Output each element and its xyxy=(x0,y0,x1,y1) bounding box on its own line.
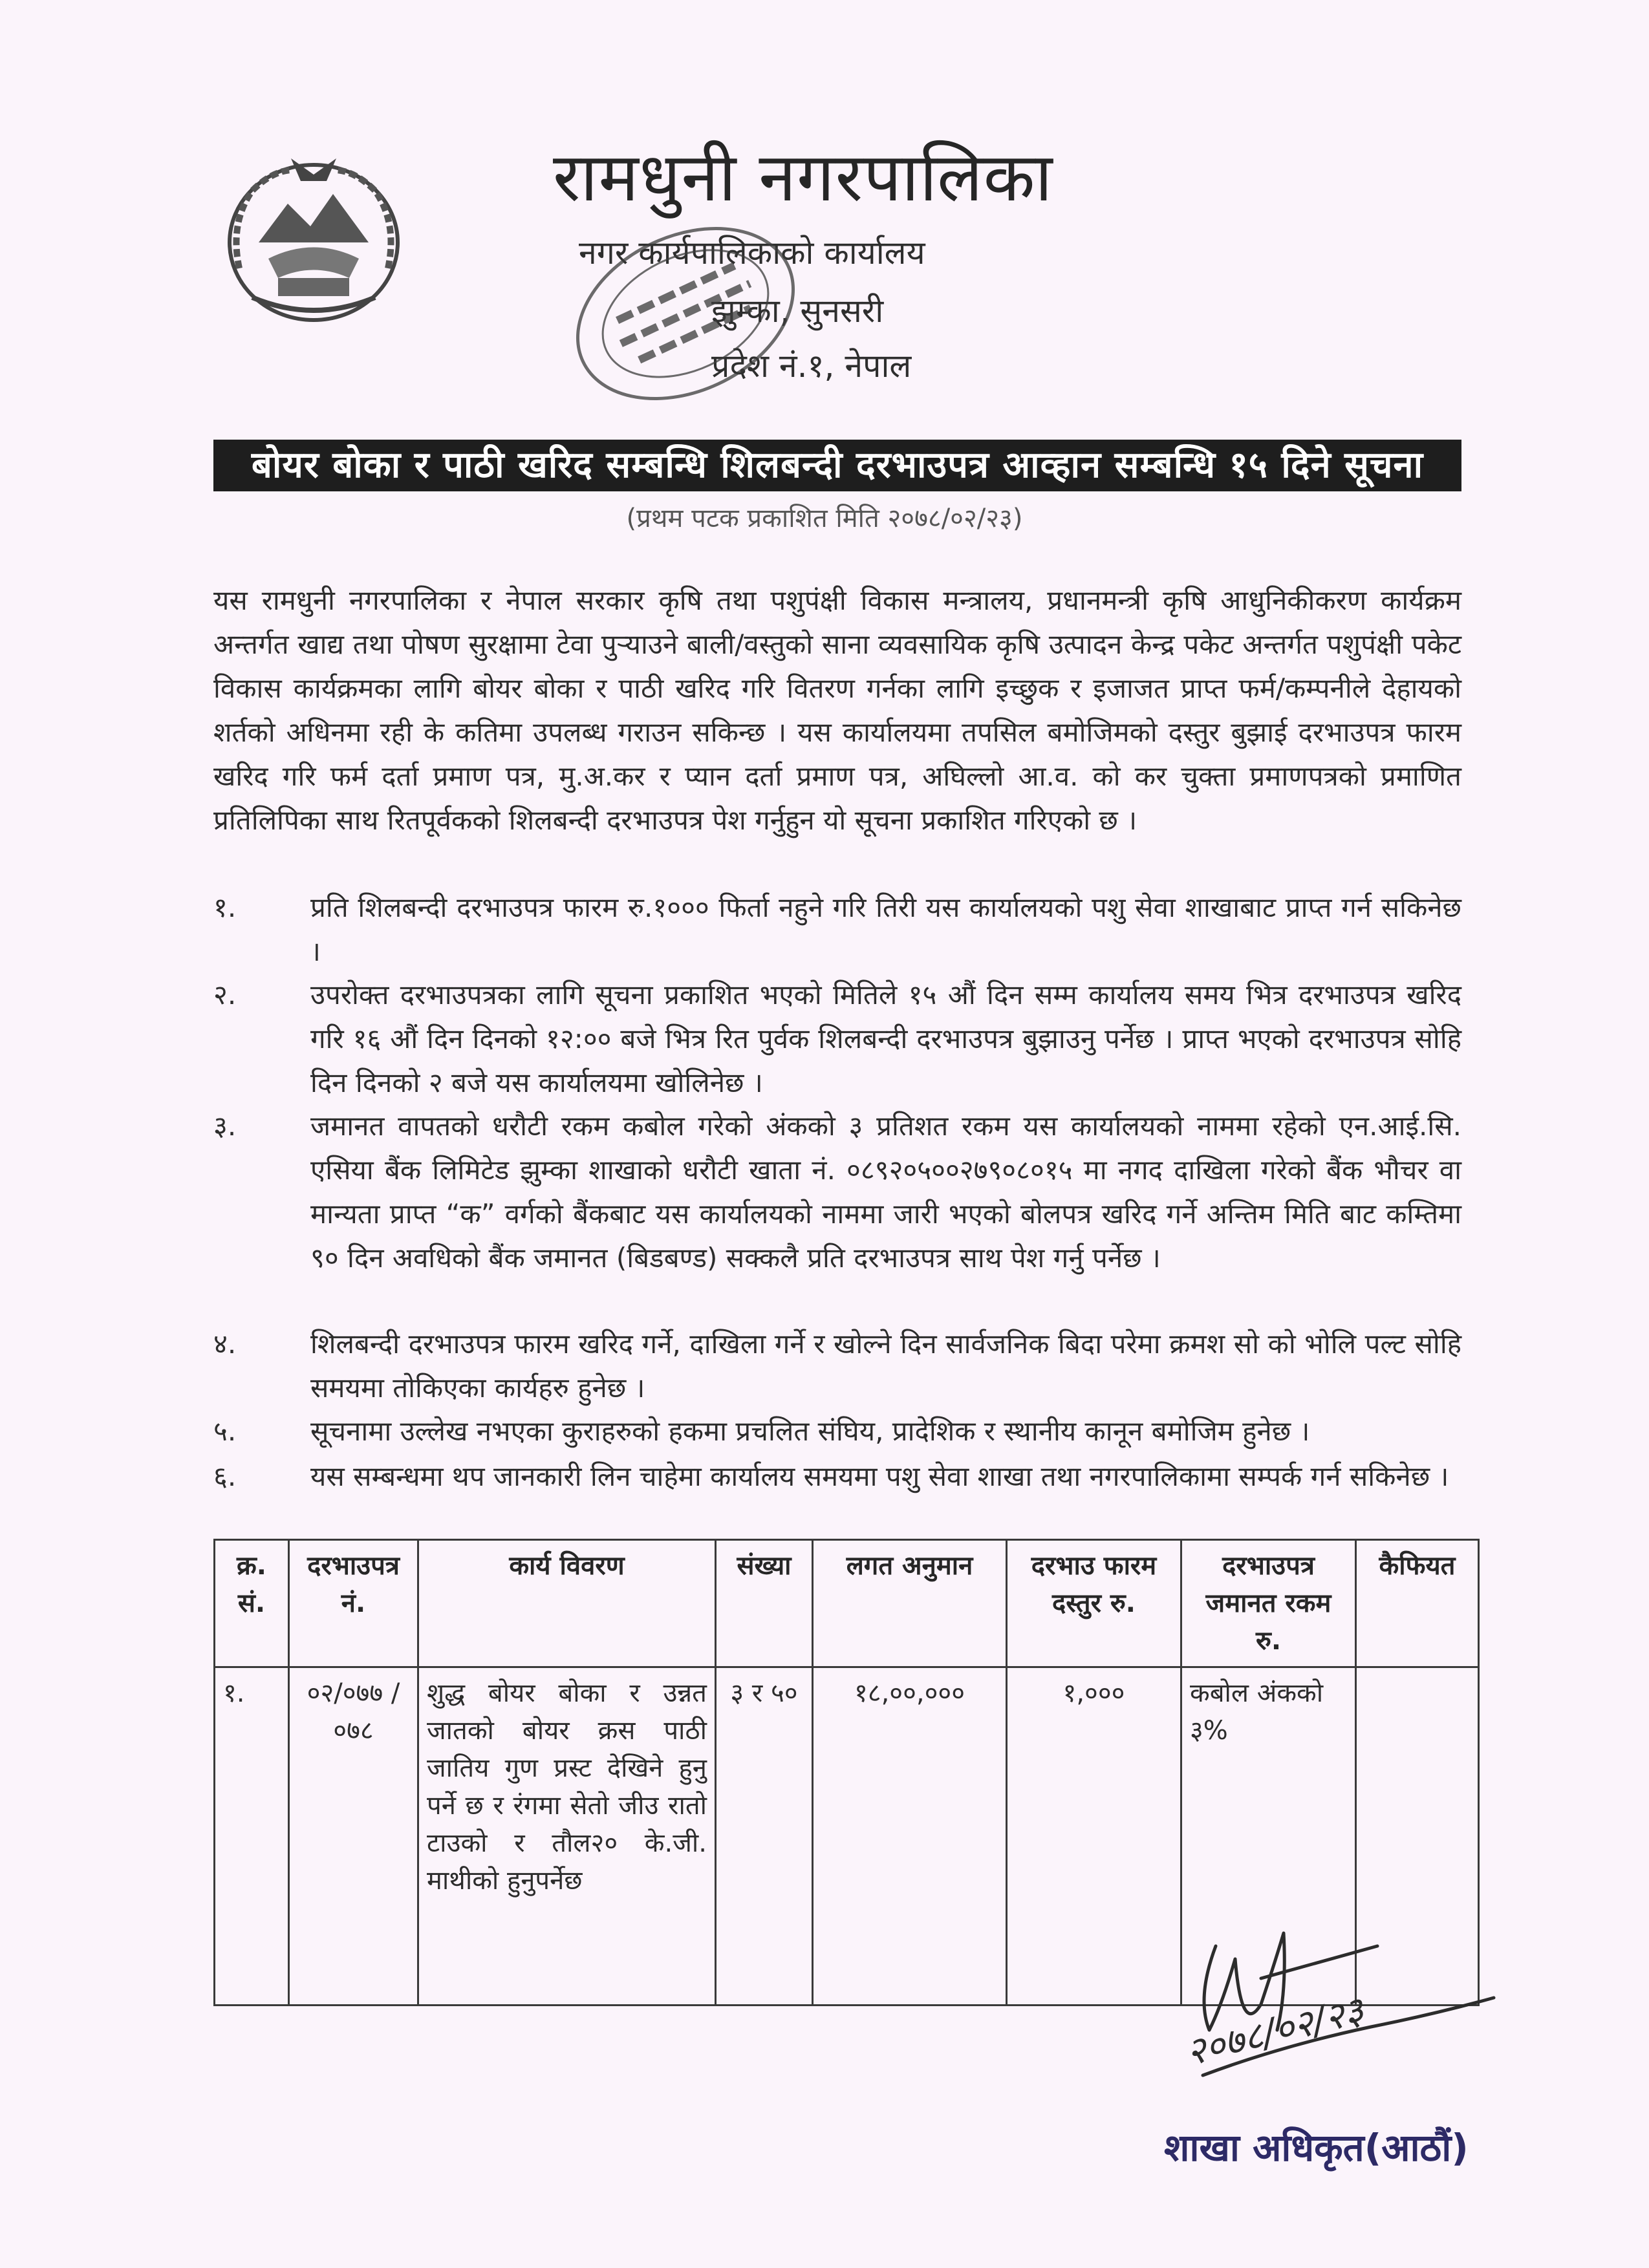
condition-item xyxy=(213,1409,1461,1453)
column-header: कैफियत xyxy=(1356,1540,1479,1667)
condition-item xyxy=(213,973,1461,1105)
condition-number: ६. xyxy=(213,1460,237,1492)
condition-text: यस सम्बन्धमा थप जानकारी लिन चाहेमा कार्यालय समयमा पशु सेवा शाखा तथा नगरपालिकामा सम्पर्क गर्न सकिनेछ । xyxy=(310,1460,1449,1492)
handwritten-signature xyxy=(1164,1907,1526,2140)
office-district: झुम्का, सुनसरी xyxy=(711,292,884,330)
cell-bid-number: ०२/०७७ /०७८ xyxy=(289,1667,418,2006)
column-header: क्र. सं. xyxy=(215,1540,289,1667)
nepal-emblem-icon xyxy=(213,145,414,333)
column-header: दरभाउपत्र नं. xyxy=(289,1540,418,1667)
column-header: दरभाउ फारम दस्तुर रु. xyxy=(1007,1540,1181,1667)
condition-item xyxy=(213,1455,1461,1499)
condition-number: ३. xyxy=(213,1110,237,1142)
office-province: प्रदेश नं.१, नेपाल xyxy=(711,347,912,385)
officer-title: शाखा अधिकृत(आठौं) xyxy=(1164,2126,1469,2170)
office-stamp-icon xyxy=(550,213,821,414)
condition-number: १. xyxy=(213,892,237,923)
condition-item xyxy=(213,1322,1461,1410)
cell-cost-estimate: १८,००,००० xyxy=(813,1667,1007,2006)
condition-text: प्रति शिलबन्दी दरभाउपत्र फारम रु.१००० फिर्ता नहुने गरि तिरी यस कार्यालयको पशु सेवा शाखाबाट प्राप्त गर्न सकिनेछ । xyxy=(310,892,1461,967)
condition-text: उपरोक्त दरभाउपत्रका लागि सूचना प्रकाशित भएको मितिले १५ औं दिन सम्म कार्यालय समय भित्र दरभाउपत्र खरिद गरि १६ औं दिन दिनको १२:०० बजे भित्र रित पुर्वक शिलबन्दी दरभाउपत्र बुझाउनु पर्नेछ । प्राप्त भएको दरभाउपत्र सोहि दिन दिनको २ बजे यस कार्यालयमा खोलिनेछ । xyxy=(310,979,1461,1098)
municipality-title: रामधुनी नगरपालिका xyxy=(553,138,1053,217)
condition-number: ४. xyxy=(213,1328,237,1360)
condition-item xyxy=(213,886,1461,974)
cell-quantity: ३ र ५० xyxy=(716,1667,813,2006)
column-header: दरभाउपत्र जमानत रकम रु. xyxy=(1181,1540,1356,1667)
notice-heading: बोयर बोका र पाठी खरिद सम्बन्धि शिलबन्दी दरभाउपत्र आव्हान सम्बन्धि १५ दिने सूचना xyxy=(213,440,1461,491)
cell-description: शुद्ध बोयर बोका र उन्नत जातको बोयर क्रस पाठी जातिय गुण प्रस्ट देखिने हुनु पर्ने छ र रंगमा सेतो जीउ रातो टाउको र तौल२० के.जी. माथीको हुनुपर्नेछ xyxy=(418,1667,716,2006)
handwritten-date: २०७८/०२/२३ xyxy=(1181,1987,1368,2075)
column-header: कार्य विवरण xyxy=(418,1540,716,1667)
cell-form-fee: १,००० xyxy=(1007,1667,1181,2006)
condition-text: शिलबन्दी दरभाउपत्र फारम खरिद गर्ने, दाखिला गर्ने र खोल्ने दिन सार्वजनिक बिदा परेमा क्रमश सो को भोलि पल्ट सोहि समयमा तोकिएका कार्यहरु हुनेछ । xyxy=(310,1328,1461,1404)
column-header: लगत अनुमान xyxy=(813,1540,1007,1667)
condition-number: २. xyxy=(213,979,237,1011)
cell-bid-guarantee: कबोल अंकको ३% xyxy=(1181,1667,1356,2006)
condition-number: ५. xyxy=(213,1415,237,1447)
condition-text: जमानत वापतको धरौटी रकम कबोल गरेको अंकको ३ प्रतिशत रकम यस कार्यालयको नाममा रहेको एन.आई.सि. एसिया बैंक लिमिटेड झुम्का शाखाको धरौटी खाता नं. ०८९२०५००२७९०८०१५ मा नगद दाखिला गरेको बैंक भौचर वा मान्यता प्राप्त “क” वर्गको बैंकबाट यस कार्यालयको नाममा जारी भएको बोलपत्र खरिद गर्ने अन्तिम मिति बाट कम्तिमा ९० दिन अवधिको बैंक जमानत (बिडबण्ड) सक्कलै प्रति दरभाउपत्र साथ पेश गर्नु पर्नेछ । xyxy=(310,1110,1461,1274)
publication-date: (प्रथम पटक प्रकाशित मिति २०७८/०२/२३) xyxy=(626,504,1023,533)
table-header-row xyxy=(215,1540,1479,1667)
intro-paragraph: यस रामधुनी नगरपालिका र नेपाल सरकार कृषि तथा पशुपंक्षी विकास मन्त्रालय, प्रधानमन्त्री कृषि आधुनिकीकरण कार्यक्रम अन्तर्गत खाद्य तथा पोषण सुरक्षामा टेवा पुऱ्याउने बाली/वस्तुको साना व्यवसायिक कृषि उत्पादन केन्द्र पकेट अन्तर्गत पशुपंक्षी पकेट विकास कार्यक्रमका लागि बोयर बोका र पाठी खरिद गरि वितरण गर्नका लागि इच्छुक र इजाजत प्राप्त फर्म/कम्पनीले देहायको शर्तको अधिनमा रही के कतिमा उपलब्ध गराउन सकिन्छ । यस कार्यालयमा तपसिल बमोजिमको दस्तुर बुझाई दरभाउपत्र फारम खरिद गरि फर्म दर्ता प्रमाण पत्र, मु.अ.कर र प्यान दर्ता प्रमाण पत्र, अघिल्लो आ.व. को कर चुक्ता प्रमाणपत्रको प्रमाणित प्रतिलिपिका साथ रितपूर्वकको शिलबन्दी दरभाउपत्र पेश गर्नुहुन यो सूचना प्रकाशित गरिएको छ । xyxy=(213,584,1461,836)
office-name: नगर कार्यपालिकाको कार्यालय xyxy=(579,234,925,272)
condition-item xyxy=(213,1104,1461,1280)
cell-serial: १. xyxy=(215,1667,289,2006)
column-header: संख्या xyxy=(716,1540,813,1667)
condition-text: सूचनामा उल्लेख नभएका कुराहरुको हकमा प्रचलित संघिय, प्रादेशिक र स्थानीय कानून बमोजिम हुनेछ । xyxy=(310,1415,1310,1447)
